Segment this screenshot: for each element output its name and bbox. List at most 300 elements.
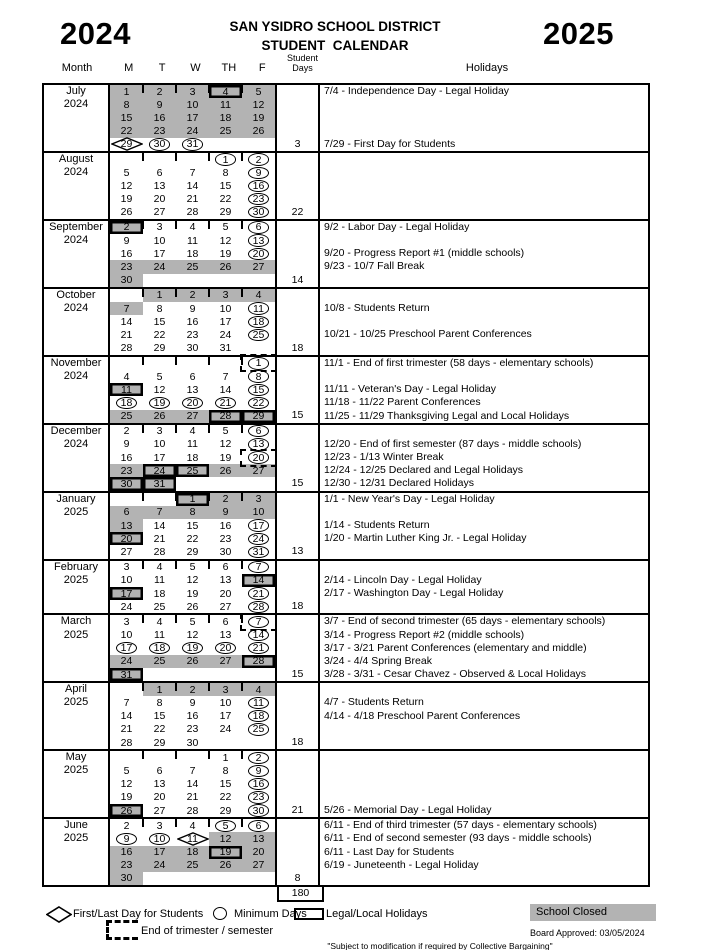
holiday-note: 4/7 - Students Return (324, 696, 424, 709)
day-number: 15 (219, 179, 232, 192)
legend-school-closed-swatch: School Closed (530, 904, 656, 921)
day-cell (209, 696, 242, 709)
holidays-cell (320, 289, 648, 355)
day-cell (110, 600, 143, 613)
day-cell (176, 383, 209, 396)
day-number: 9 (123, 438, 130, 451)
calendar-title: STUDENT CALENDAR (261, 38, 409, 53)
month-label (44, 221, 110, 287)
day-cell (110, 696, 143, 709)
day-number: 25 (186, 464, 199, 477)
day-cell (242, 615, 275, 628)
day-number: 5 (156, 370, 163, 383)
day-number: 8 (156, 302, 163, 315)
day-number: 26 (219, 464, 232, 477)
day-cell (209, 302, 242, 315)
day-number: 12 (120, 179, 133, 192)
day-number: 19 (252, 111, 265, 124)
day-number: 19 (149, 397, 170, 409)
day-number: 13 (120, 519, 133, 532)
day-number: 17 (153, 846, 166, 859)
day-cell (209, 723, 242, 736)
day-cell (242, 464, 275, 477)
day-number: 20 (182, 397, 203, 409)
day-number: 20 (219, 587, 232, 600)
day-number: 4 (156, 615, 163, 628)
day-number: 16 (120, 846, 133, 859)
day-cell (209, 396, 242, 409)
month-year: 2025 (63, 764, 89, 777)
day-cell (242, 328, 275, 341)
holiday-note: 3/24 - 4/4 Spring Break (324, 654, 432, 667)
day-cell (143, 274, 176, 287)
day-cell (110, 477, 143, 490)
day-cell (110, 751, 143, 764)
day-cell (176, 587, 209, 600)
day-number: 25 (248, 329, 269, 341)
month-block-march (44, 615, 648, 683)
day-cell (242, 302, 275, 315)
day-cell (209, 221, 242, 234)
day-cell (209, 764, 242, 777)
day-number: 19 (219, 846, 232, 859)
column-header-month: Month (61, 62, 93, 74)
day-cell (110, 111, 143, 124)
day-number: 5 (222, 221, 229, 234)
day-number: 25 (186, 859, 199, 872)
day-number: 28 (248, 601, 269, 613)
day-cell (176, 668, 209, 681)
day-cell (176, 872, 209, 885)
day-cell (143, 872, 176, 885)
day-cell (110, 396, 143, 409)
day-cell (110, 642, 143, 655)
day-cell (242, 125, 275, 138)
day-cell (143, 302, 176, 315)
day-number: 6 (248, 820, 269, 832)
day-cell (110, 532, 143, 545)
day-number: 16 (186, 315, 199, 328)
day-cell (242, 723, 275, 736)
day-number: 28 (120, 342, 133, 355)
day-cell (110, 315, 143, 328)
day-number: 6 (248, 425, 269, 437)
day-number: 18 (153, 587, 166, 600)
day-number: 11 (187, 832, 198, 845)
day-number: 18 (186, 846, 199, 859)
day-cell (110, 574, 143, 587)
month-year: 2024 (63, 98, 89, 111)
day-cell (143, 425, 176, 438)
day-number: 1 (248, 357, 269, 369)
minimum-day-circle-icon (213, 907, 227, 920)
day-number: 29 (186, 545, 199, 558)
day-number: 26 (120, 804, 133, 817)
day-cell (176, 153, 209, 166)
day-cell (143, 111, 176, 124)
day-cell (176, 532, 209, 545)
day-number: 7 (123, 302, 130, 315)
day-number: 14 (120, 710, 133, 723)
day-number: 26 (219, 859, 232, 872)
day-number: 10 (219, 302, 232, 315)
day-cell (209, 751, 242, 764)
day-number: 14 (248, 629, 269, 641)
day-number: 20 (120, 532, 133, 545)
student-days-cell (277, 561, 320, 614)
day-number: 9 (222, 506, 229, 519)
day-cell (143, 85, 176, 98)
day-number: 7 (156, 506, 163, 519)
month-label (44, 751, 110, 817)
day-cell (110, 410, 143, 423)
day-cell (143, 370, 176, 383)
day-number: 3 (255, 493, 262, 506)
day-number: 12 (252, 98, 265, 111)
day-cell (209, 234, 242, 247)
student-days-value: 13 (291, 545, 304, 558)
day-number: 21 (153, 532, 166, 545)
day-cell (110, 221, 143, 234)
day-cell (110, 615, 143, 628)
day-grid (110, 493, 277, 559)
column-header-thursday: TH (221, 62, 237, 74)
day-cell (176, 221, 209, 234)
day-number: 10 (153, 234, 166, 247)
holidays-cell (320, 561, 648, 614)
month-name: October (56, 288, 96, 301)
day-number: 28 (153, 545, 166, 558)
day-cell (242, 561, 275, 574)
day-number: 21 (120, 328, 133, 341)
day-number: 1 (222, 751, 229, 764)
day-cell (242, 111, 275, 124)
day-cell (110, 872, 143, 885)
day-cell (143, 328, 176, 341)
day-number: 5 (123, 166, 130, 179)
day-grid (110, 357, 277, 423)
day-cell (209, 545, 242, 558)
day-number: 15 (219, 778, 232, 791)
day-number: 24 (120, 600, 133, 613)
day-number: 24 (153, 859, 166, 872)
student-days-cell (277, 221, 320, 287)
day-number: 15 (186, 519, 199, 532)
day-cell (110, 804, 143, 817)
day-number: 10 (149, 833, 170, 845)
student-days-cell (277, 683, 320, 749)
day-cell (209, 260, 242, 273)
day-number: 10 (186, 98, 199, 111)
day-number: 2 (222, 493, 229, 506)
day-cell (242, 804, 275, 817)
board-approved-note: Board Approved: 03/05/2024 (530, 928, 645, 938)
day-number: 7 (248, 616, 269, 628)
day-cell (176, 736, 209, 749)
day-number: 11 (154, 574, 165, 587)
month-year: 2024 (63, 302, 89, 315)
student-days-value: 15 (291, 477, 304, 490)
day-cell (176, 629, 209, 642)
day-number: 25 (186, 261, 199, 274)
day-number: 3 (123, 561, 130, 574)
day-cell (176, 751, 209, 764)
day-cell (242, 859, 275, 872)
day-cell (110, 166, 143, 179)
day-cell (242, 98, 275, 111)
day-cell (176, 574, 209, 587)
day-cell (209, 832, 242, 845)
day-cell (176, 138, 209, 151)
day-cell (242, 587, 275, 600)
day-cell (176, 410, 209, 423)
day-cell (110, 438, 143, 451)
day-number: 11 (248, 302, 269, 314)
month-name: January (56, 492, 96, 505)
holiday-note: 1/20 - Martin Luther King Jr. - Legal Holiday (324, 532, 527, 545)
day-cell (242, 396, 275, 409)
day-number: 25 (153, 600, 166, 613)
day-cell (143, 166, 176, 179)
day-number: 19 (182, 642, 203, 654)
collective-bargaining-footnote: "Subject to modification if required by Collective Bargaining" (327, 941, 553, 950)
day-cell (242, 655, 275, 668)
day-cell (209, 642, 242, 655)
day-number: 27 (252, 464, 265, 477)
day-cell (143, 832, 176, 845)
day-cell (143, 804, 176, 817)
day-number: 11 (154, 629, 165, 642)
month-block-june (44, 819, 648, 885)
day-number: 12 (153, 383, 166, 396)
day-cell (242, 751, 275, 764)
day-cell (110, 179, 143, 192)
day-cell (110, 683, 143, 696)
year-right-label: 2025 (543, 16, 614, 51)
holidays-cell (320, 683, 648, 749)
day-number: 8 (189, 506, 196, 519)
day-cell (209, 166, 242, 179)
holiday-note: 12/30 - 12/31 Declared Holidays (324, 477, 475, 490)
day-cell (110, 451, 143, 464)
day-grid (110, 221, 277, 287)
day-number: 11 (187, 234, 198, 247)
holiday-note: 2/14 - Lincoln Day - Legal Holiday (324, 573, 482, 586)
month-block-july (44, 85, 648, 153)
day-number: 8 (222, 764, 229, 777)
day-cell (242, 260, 275, 273)
day-number: 29 (219, 206, 232, 219)
day-cell (143, 545, 176, 558)
student-days-value: 8 (294, 871, 301, 884)
day-cell (143, 342, 176, 355)
holiday-note: 1/14 - Students Return (324, 519, 430, 532)
column-header-wednesday: W (190, 62, 201, 74)
holidays-cell (320, 493, 648, 559)
day-cell (143, 764, 176, 777)
day-number: 3 (222, 289, 229, 302)
day-cell (176, 477, 209, 490)
day-number: 27 (153, 804, 166, 817)
day-cell (209, 561, 242, 574)
day-cell (242, 166, 275, 179)
month-block-january (44, 493, 648, 561)
day-cell (176, 778, 209, 791)
day-number: 4 (189, 221, 196, 234)
day-cell (242, 410, 275, 423)
day-grid (110, 289, 277, 355)
day-cell (209, 85, 242, 98)
day-number: 1 (215, 153, 236, 165)
day-cell (143, 125, 176, 138)
day-cell (242, 683, 275, 696)
day-cell (110, 274, 143, 287)
day-number: 21 (215, 397, 236, 409)
day-number: 18 (248, 710, 269, 722)
day-number: 11 (187, 438, 198, 451)
day-cell (176, 804, 209, 817)
column-header-monday: M (124, 62, 134, 74)
day-number: 26 (186, 655, 199, 668)
day-number: 1 (123, 85, 130, 98)
day-number: 2 (123, 425, 130, 438)
day-cell (143, 477, 176, 490)
student-days-cell (277, 493, 320, 559)
day-number: 6 (156, 764, 163, 777)
day-number: 24 (219, 328, 232, 341)
end-of-term-dashed-icon (106, 920, 138, 940)
holiday-note: 2/17 - Washington Day - Legal Holiday (324, 586, 504, 599)
day-cell (143, 561, 176, 574)
day-number: 6 (156, 166, 163, 179)
day-number: 12 (219, 438, 232, 451)
holiday-note: 11/1 - End of first trimester (58 days - elementary schools) (324, 356, 594, 369)
month-year: 2025 (63, 573, 89, 586)
day-number: 22 (153, 723, 166, 736)
day-number: 1 (156, 289, 163, 302)
day-cell (110, 778, 143, 791)
day-cell (143, 179, 176, 192)
month-block-may (44, 751, 648, 819)
day-cell (242, 315, 275, 328)
day-cell (176, 696, 209, 709)
day-cell (176, 328, 209, 341)
day-number: 13 (248, 234, 269, 246)
holiday-note: 12/20 - End of first semester (87 days - middle schools) (324, 437, 582, 450)
day-cell (242, 791, 275, 804)
day-number: 6 (189, 370, 196, 383)
day-number: 21 (186, 193, 199, 206)
day-grid (110, 683, 277, 749)
day-number: 2 (189, 683, 196, 696)
day-number: 6 (123, 506, 130, 519)
day-number: 16 (153, 111, 166, 124)
day-number: 9 (248, 167, 269, 179)
day-number: 15 (153, 710, 166, 723)
month-name: July (66, 85, 86, 97)
month-label (44, 85, 110, 151)
day-number: 23 (120, 464, 133, 477)
month-label (44, 425, 110, 491)
day-number: 11 (248, 697, 269, 709)
day-number: 14 (186, 179, 199, 192)
legend-end-of-term-label: End of trimester / semester (141, 925, 274, 937)
holiday-note: 12/24 - 12/25 Declared and Legal Holidays (324, 464, 524, 477)
day-cell (209, 846, 242, 859)
day-number: 27 (219, 600, 232, 613)
day-number: 17 (120, 587, 133, 600)
day-number: 27 (120, 545, 133, 558)
day-number: 6 (222, 561, 229, 574)
day-number: 17 (248, 519, 269, 531)
day-number: 18 (149, 642, 170, 654)
day-cell (110, 791, 143, 804)
day-cell (209, 587, 242, 600)
day-number: 9 (189, 302, 196, 315)
day-cell (143, 410, 176, 423)
day-cell (110, 493, 143, 506)
holiday-note: 6/11 - End of second semester (93 days - middle schools) (324, 832, 592, 845)
day-number: 16 (248, 180, 269, 192)
day-cell (176, 683, 209, 696)
day-cell (176, 506, 209, 519)
day-number: 26 (153, 410, 166, 423)
day-number: 7 (189, 166, 196, 179)
day-number: 4 (255, 289, 262, 302)
day-cell (143, 615, 176, 628)
day-number: 10 (219, 697, 232, 710)
day-number: 17 (153, 451, 166, 464)
day-cell (242, 193, 275, 206)
day-number: 25 (219, 125, 232, 138)
day-number: 3 (156, 425, 163, 438)
day-cell (209, 410, 242, 423)
day-number: 7 (222, 370, 229, 383)
day-number: 10 (153, 438, 166, 451)
day-cell (242, 545, 275, 558)
day-cell (176, 85, 209, 98)
day-number: 23 (219, 532, 232, 545)
day-number: 2 (123, 819, 130, 832)
holiday-note: 5/26 - Memorial Day - Legal Holiday (324, 803, 492, 816)
day-number: 13 (248, 438, 269, 450)
day-cell (209, 574, 242, 587)
student-days-cell (277, 425, 320, 491)
day-cell (242, 710, 275, 723)
day-number: 27 (252, 261, 265, 274)
day-number: 6 (248, 221, 269, 233)
day-cell (209, 153, 242, 166)
column-header-student-days (281, 53, 324, 73)
day-number: 27 (252, 859, 265, 872)
holiday-note: 6/11 - End of third trimester (57 days - elementary schools) (324, 819, 597, 832)
day-cell (242, 819, 275, 832)
day-cell (176, 600, 209, 613)
day-number: 24 (248, 533, 269, 545)
legend-minimum-days-label: Minimum Days (234, 908, 307, 920)
day-number: 27 (219, 655, 232, 668)
day-number: 7 (189, 764, 196, 777)
holidays-cell (320, 819, 648, 885)
day-number: 24 (219, 723, 232, 736)
day-cell (209, 179, 242, 192)
day-cell (209, 315, 242, 328)
day-cell (110, 234, 143, 247)
day-number: 22 (248, 397, 269, 409)
day-number: 19 (120, 193, 133, 206)
day-number: 26 (186, 600, 199, 613)
day-number: 9 (189, 697, 196, 710)
